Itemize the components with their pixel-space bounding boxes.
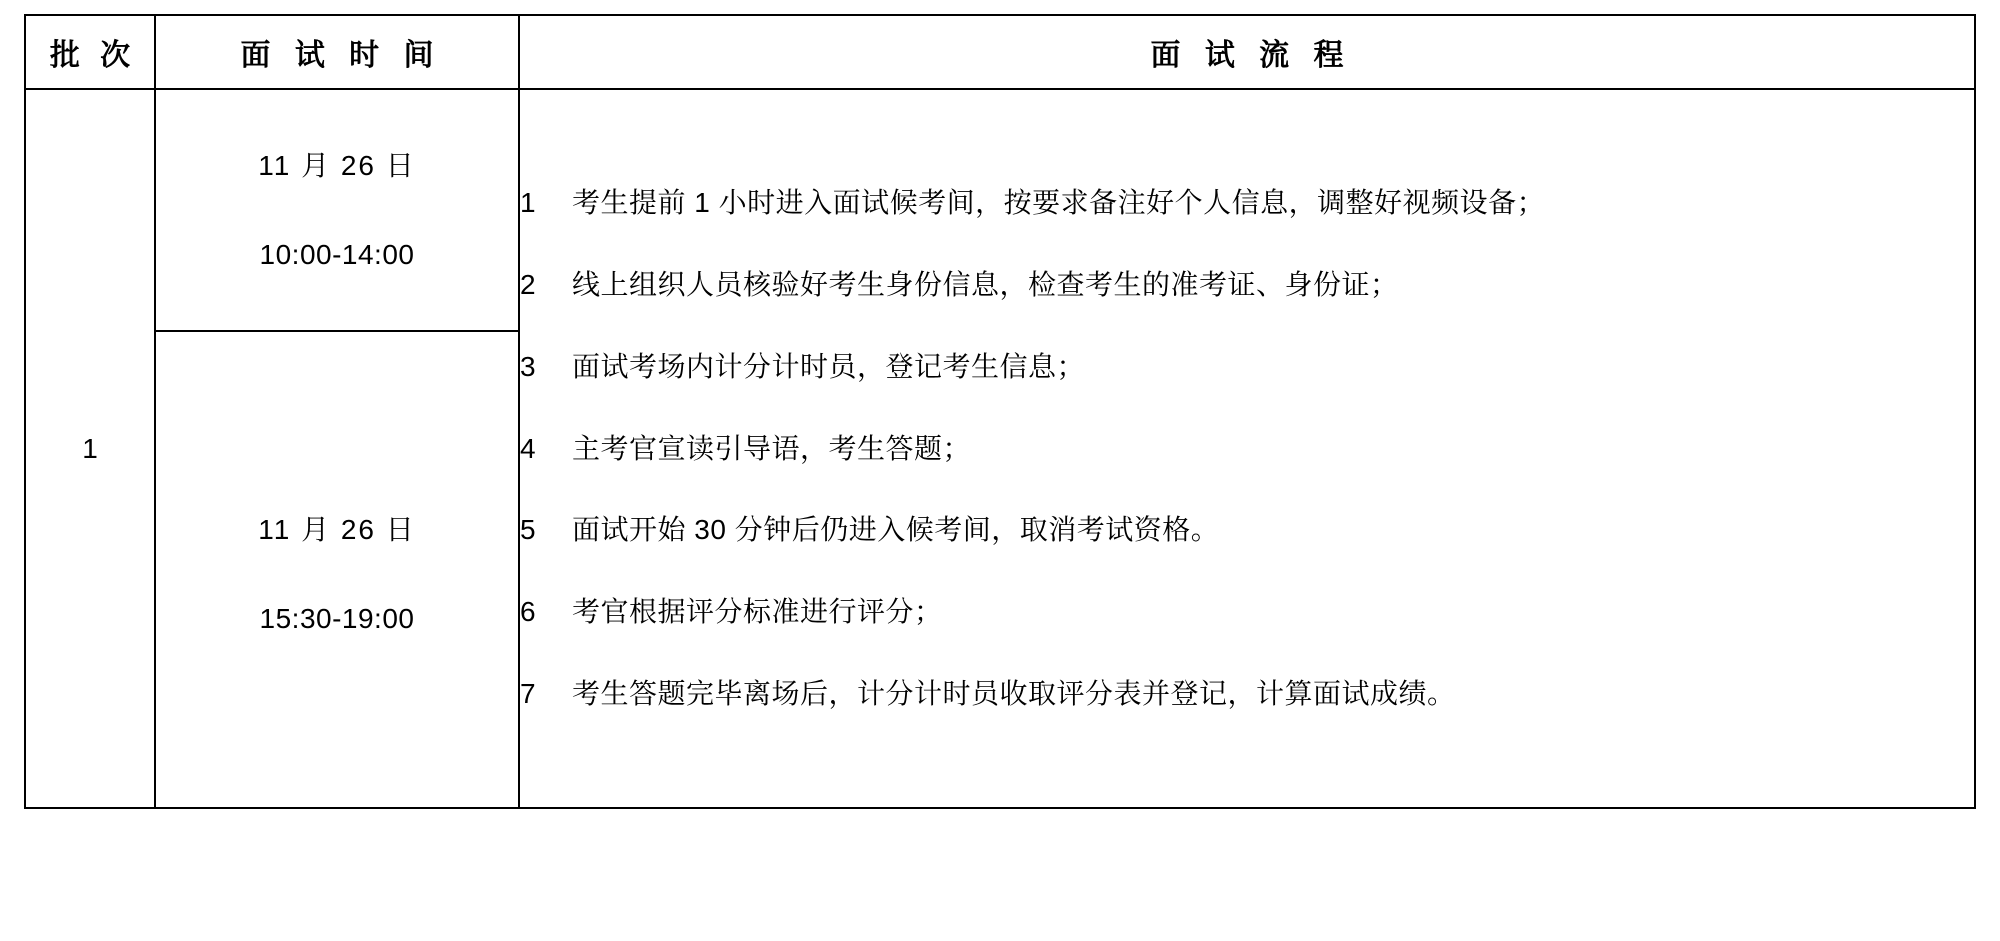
flow-step-text: 考生答题完毕离场后，计分计时员收取评分表并登记，计算面试成绩。 xyxy=(572,677,1456,709)
time-slot-cell-2 xyxy=(155,331,519,808)
table-row xyxy=(25,89,1975,331)
flow-step-text: 考生提前 1 小时进入面试候考间，按要求备注好个人信息，调整好视频设备； xyxy=(572,187,1546,219)
flow-step-list xyxy=(520,184,1974,713)
flow-step-number: 6 xyxy=(520,596,536,628)
list-item xyxy=(520,348,1974,386)
flow-step-number: 2 xyxy=(520,269,536,300)
time-slot-cell-1 xyxy=(155,89,519,331)
list-item xyxy=(520,430,1974,468)
flow-steps-cell xyxy=(519,89,1975,808)
list-item xyxy=(520,675,1974,713)
column-header-time: 面 试 时 间 xyxy=(155,15,519,89)
flow-step-text: 考官根据评分标准进行评分； xyxy=(572,596,943,628)
column-header-flow: 面 试 流 程 xyxy=(519,15,1975,89)
schedule-table-container xyxy=(24,14,1974,809)
flow-step-number: 4 xyxy=(520,432,536,464)
time-slot-range-1: 10:00-14:00 xyxy=(259,239,415,270)
list-item xyxy=(520,593,1974,631)
table-body xyxy=(25,89,1975,808)
list-item xyxy=(520,266,1974,304)
list-item xyxy=(520,184,1974,222)
flow-step-number: 5 xyxy=(520,514,536,546)
flow-step-text: 面试考场内计分计时员，登记考生信息； xyxy=(572,350,1086,382)
time-slot-range-2: 15:30-19:00 xyxy=(259,602,415,634)
list-item xyxy=(520,511,1974,549)
flow-step-number: 1 xyxy=(520,187,536,219)
time-slot-date-1: 11 月 26 日 xyxy=(258,150,416,181)
table-header-row xyxy=(25,15,1975,89)
flow-step-text: 面试开始 30 分钟后仍进入候考间，取消考试资格。 xyxy=(572,514,1220,546)
flow-step-number: 3 xyxy=(520,350,536,382)
flow-step-text: 主考官宣读引导语，考生答题； xyxy=(572,432,972,464)
flow-step-number: 7 xyxy=(520,677,536,709)
flow-step-text: 线上组织人员核验好考生身份信息，检查考生的准考证、身份证； xyxy=(572,269,1399,300)
table-header xyxy=(25,15,1975,89)
batch-number-cell: 1 xyxy=(25,89,155,808)
column-header-batch: 批 次 xyxy=(25,15,155,89)
time-slot-date-2: 11 月 26 日 xyxy=(258,513,416,545)
interview-schedule-table xyxy=(24,14,1976,809)
